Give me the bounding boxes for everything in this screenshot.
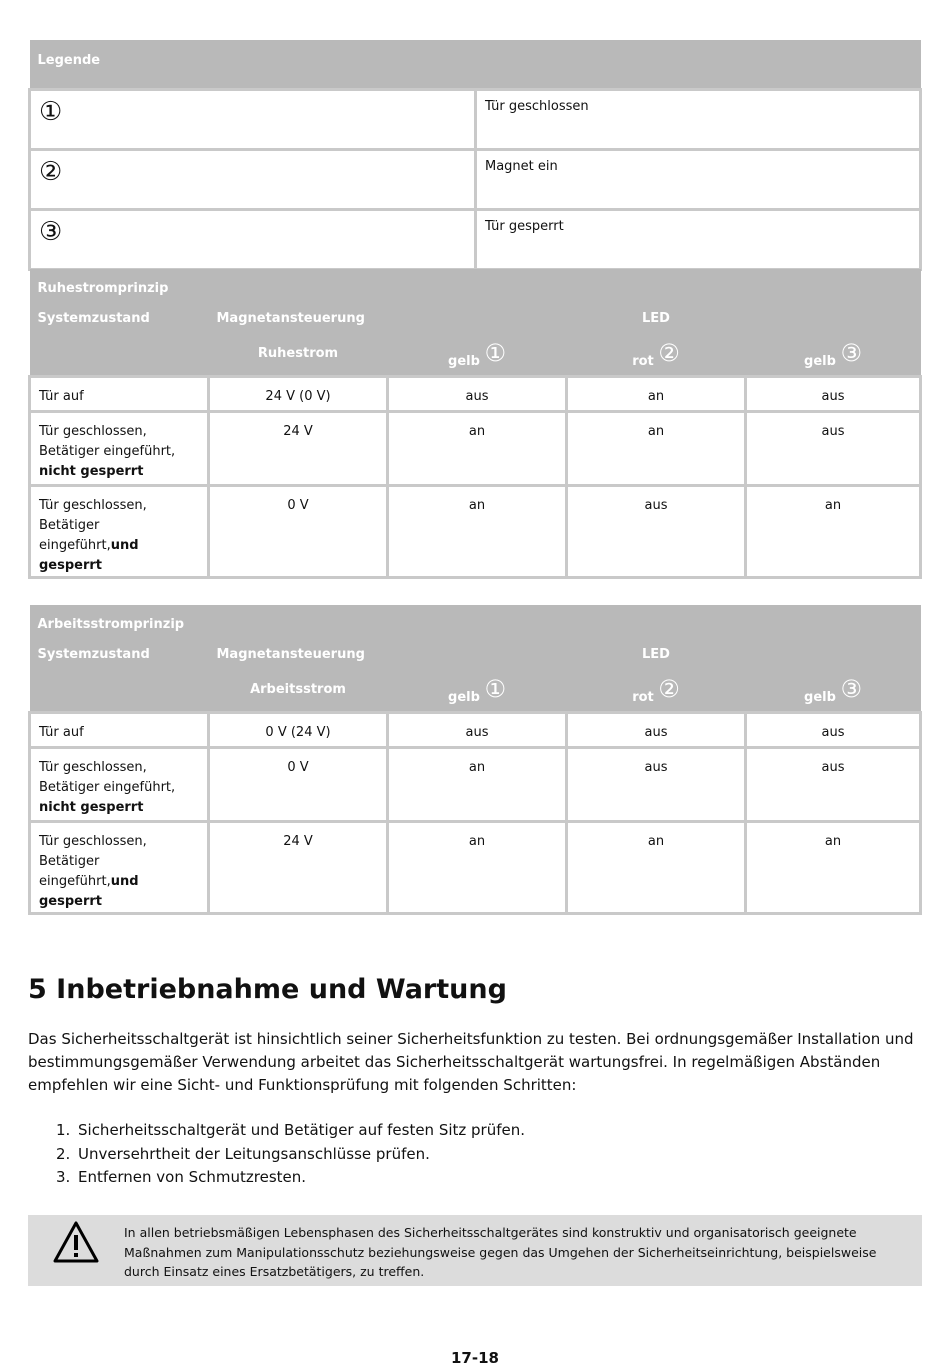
led-label: gelb — [448, 354, 480, 369]
state-line-bold: nicht gesperrt — [39, 800, 144, 815]
state-cell — [30, 822, 209, 914]
magnet-cell: 0 V — [209, 486, 388, 578]
legend-table — [28, 40, 922, 271]
ruhestrom-led3-header — [746, 339, 921, 377]
warning-triangle-icon — [52, 1220, 100, 1264]
table-row — [30, 377, 921, 412]
ruhestrom-table — [28, 269, 922, 579]
state-line: Betätiger eingeführt, — [39, 444, 176, 459]
state-cell: Tür auf — [30, 377, 209, 412]
warning-text: In allen betriebsmäßigen Lebensphasen des Sicherheitsschaltgerätes sind konstruktiv und organisatorisch geeignete Maßnahmen zum Manipulationsschutz beziehungsweise gegen das Umgehen der Sicherheitseinrichtung, beispielsweise durch Einsatz eines Ersatzbetätigers, zu treffen. — [124, 1225, 877, 1279]
list-number: 3. — [56, 1168, 71, 1186]
led2-cell: aus — [567, 748, 746, 822]
led3-cell: an — [746, 822, 921, 914]
list-item — [56, 1143, 525, 1167]
table-row — [30, 486, 921, 578]
state-line: Tür geschlossen, — [39, 424, 147, 439]
led3-cell: aus — [746, 748, 921, 822]
arbeitsstrom-led2-header — [567, 675, 746, 713]
table-row — [30, 412, 921, 486]
arbeitsstrom-table — [28, 605, 922, 915]
state-cell: Tür auf — [30, 713, 209, 748]
magnet-cell: 24 V — [209, 822, 388, 914]
ruhestrom-col-magnet: Magnetansteuerung — [209, 311, 567, 339]
led2-cell: an — [567, 412, 746, 486]
led-symbol: ① — [484, 675, 506, 703]
ruhestrom-title: Ruhestromprinzip — [30, 269, 921, 311]
arbeitsstrom-led3-header — [746, 675, 921, 713]
list-text: Entfernen von Schmutzresten. — [78, 1168, 307, 1186]
section-paragraph: Das Sicherheitsschaltgerät ist hinsichtlich seiner Sicherheitsfunktion zu testen. Bei ordnungsgemäßer Installation und bestimmungsgemäßer Verwendung arbeitet das Sicherheitsschaltgerät wartungsfrei. In regelmäßigen Abständen empfehlen wir eine Sicht- und Funktionsprüfung mit folgenden Schritten: — [28, 1030, 914, 1094]
magnet-cell: 24 V — [209, 412, 388, 486]
list-item — [56, 1166, 525, 1190]
legend-symbol-3: ③ — [30, 210, 476, 270]
list-text: Unversehrtheit der Leitungsanschlüsse prüfen. — [78, 1144, 430, 1163]
warning-box — [28, 1215, 922, 1286]
list-number: 1. — [56, 1121, 71, 1139]
list-text: Sicherheitsschaltgerät und Betätiger auf festen Sitz prüfen. — [78, 1121, 526, 1139]
led-symbol: ② — [658, 339, 680, 367]
arbeitsstrom-col-magnet: Magnetansteuerung — [209, 647, 567, 675]
state-cell — [30, 486, 209, 578]
state-cell — [30, 412, 209, 486]
section-heading: 5 Inbetriebnahme und Wartung — [28, 974, 507, 1005]
led2-cell: aus — [567, 713, 746, 748]
led-label: gelb — [448, 690, 480, 705]
led1-cell: aus — [388, 713, 567, 748]
led3-cell: aus — [746, 412, 921, 486]
led-label: rot — [632, 354, 654, 369]
led1-cell: an — [388, 822, 567, 914]
state-line: Tür geschlossen, — [39, 834, 147, 849]
led-symbol: ③ — [840, 675, 862, 703]
led-symbol: ② — [658, 675, 680, 703]
state-line: Tür geschlossen, — [39, 760, 147, 775]
state-line-bold: und — [110, 538, 139, 553]
ruhestrom-col-led: LED — [567, 311, 746, 339]
led2-cell: an — [567, 822, 746, 914]
led3-cell: aus — [746, 713, 921, 748]
arbeitsstrom-col-system: Systemzustand — [30, 647, 209, 675]
list-number: 2. — [56, 1144, 71, 1163]
led-symbol: ① — [484, 339, 506, 367]
state-line: Betätiger eingeführt, — [39, 854, 111, 889]
legend-text-2: Magnet ein — [476, 150, 921, 210]
led-label: rot — [632, 690, 654, 705]
led1-cell: an — [388, 748, 567, 822]
arbeitsstrom-title: Arbeitsstromprinzip — [30, 605, 921, 647]
state-cell — [30, 748, 209, 822]
list-item — [56, 1119, 525, 1143]
magnet-cell: 24 V (0 V) — [209, 377, 388, 412]
led-label: gelb — [804, 690, 836, 705]
led-label: gelb — [804, 354, 836, 369]
led2-cell: an — [567, 377, 746, 412]
state-line: Betätiger eingeführt, — [39, 518, 111, 553]
led1-cell: an — [388, 486, 567, 578]
steps-list — [56, 1119, 525, 1190]
ruhestrom-sub-magnet: Ruhestrom — [209, 339, 388, 377]
state-line: Betätiger eingeführt, — [39, 780, 176, 795]
ruhestrom-led2-header — [567, 339, 746, 377]
state-line: Tür geschlossen, — [39, 498, 147, 513]
led3-cell: an — [746, 486, 921, 578]
table-row — [30, 748, 921, 822]
table-row — [30, 713, 921, 748]
led-symbol: ③ — [840, 339, 862, 367]
state-line-bold: und — [110, 874, 139, 889]
legend-text-3: Tür gesperrt — [476, 210, 921, 270]
table-row — [30, 822, 921, 914]
page-number: 17-18 — [451, 1349, 499, 1367]
arbeitsstrom-col-led: LED — [567, 647, 746, 675]
ruhestrom-col-system: Systemzustand — [30, 311, 209, 339]
state-line-bold: nicht gesperrt — [39, 464, 144, 479]
state-line-bold: gesperrt — [39, 894, 103, 909]
legend-symbol-1: ① — [30, 90, 476, 150]
ruhestrom-led1-header — [388, 339, 567, 377]
led2-cell: aus — [567, 486, 746, 578]
magnet-cell: 0 V (24 V) — [209, 713, 388, 748]
legend-text-1: Tür geschlossen — [476, 90, 921, 150]
magnet-cell: 0 V — [209, 748, 388, 822]
legend-title: Legende — [30, 40, 921, 90]
arbeitsstrom-sub-magnet: Arbeitsstrom — [209, 675, 388, 713]
legend-symbol-2: ② — [30, 150, 476, 210]
arbeitsstrom-led1-header — [388, 675, 567, 713]
state-line-bold: gesperrt — [39, 558, 103, 573]
led1-cell: aus — [388, 377, 567, 412]
led1-cell: an — [388, 412, 567, 486]
led3-cell: aus — [746, 377, 921, 412]
